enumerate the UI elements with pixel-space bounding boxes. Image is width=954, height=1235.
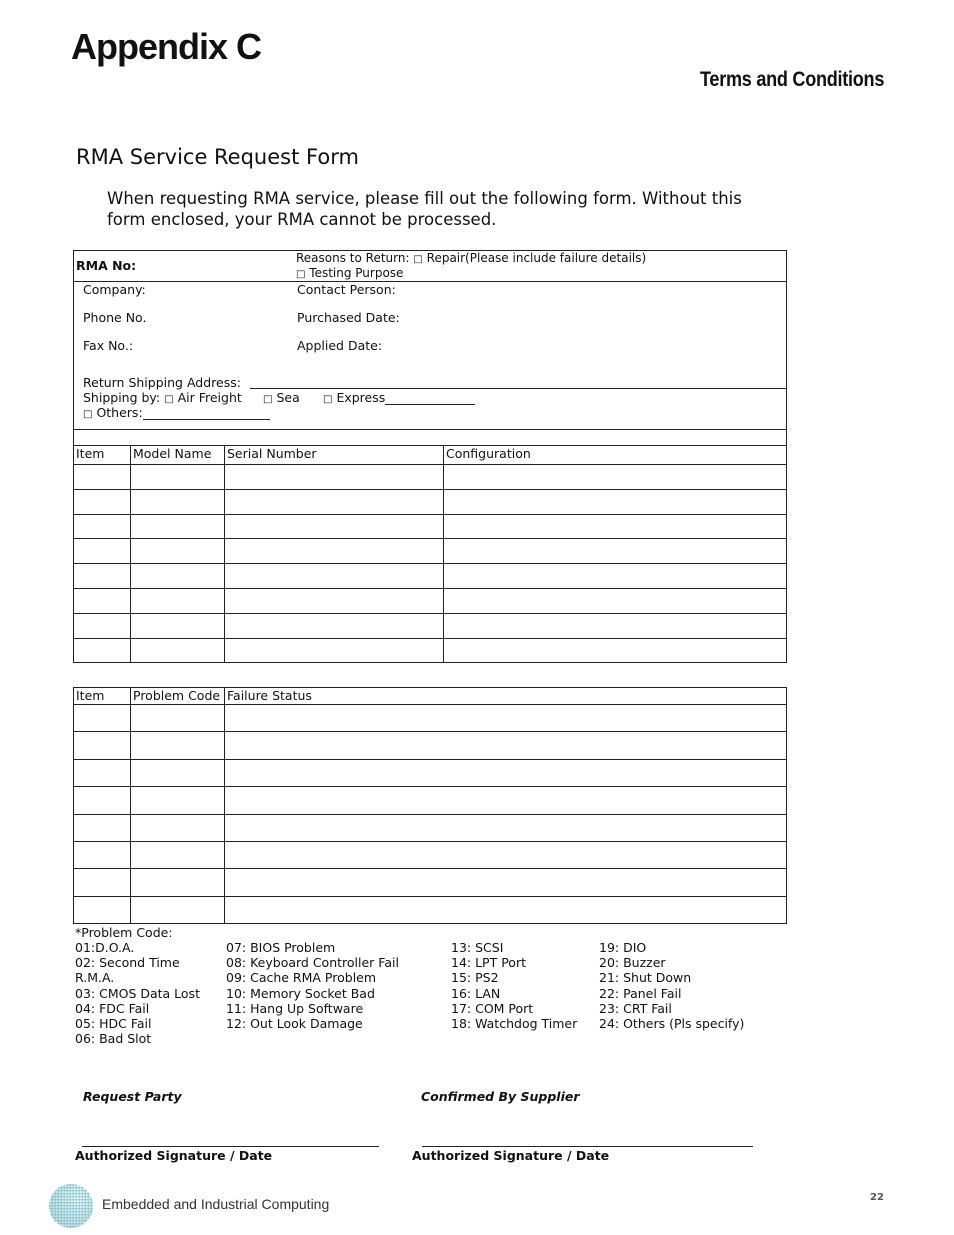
column-header: Configuration [444, 446, 787, 465]
table-cell[interactable] [444, 588, 787, 613]
page-number: 22 [870, 1192, 884, 1203]
table-cell[interactable] [444, 489, 787, 514]
column-header: Problem Code [131, 688, 225, 705]
table-cell[interactable] [131, 705, 225, 732]
table-cell[interactable] [444, 613, 787, 638]
column-header: Item [74, 688, 131, 705]
table-cell[interactable] [131, 514, 225, 539]
return-address-line[interactable] [250, 388, 787, 389]
table-cell[interactable] [225, 841, 787, 868]
table-cell[interactable] [131, 564, 225, 589]
form-title: RMA Service Request Form [76, 145, 359, 169]
table-row [74, 814, 787, 841]
table-cell[interactable] [131, 869, 225, 896]
shipping-by-label: Shipping by: [83, 390, 161, 405]
problems-table [73, 687, 787, 924]
applied-date-label: Applied Date: [297, 338, 383, 353]
table-cell[interactable] [74, 869, 131, 896]
table-cell[interactable] [225, 787, 787, 814]
table-cell[interactable] [74, 514, 131, 539]
appendix-title: Appendix C [71, 26, 262, 67]
problem-code-column: 19: DIO 20: Buzzer 21: Shut Down 22: Panel Fail 23: CRT Fail 24: Others (Pls specify) [599, 940, 745, 1032]
phone-label: Phone No. [83, 310, 147, 325]
checkbox-icon[interactable]: □ [413, 254, 423, 265]
table-header-row [74, 446, 787, 465]
column-header: Model Name [131, 446, 225, 465]
table-cell[interactable] [444, 514, 787, 539]
divider [73, 281, 787, 282]
ship-express-option [323, 390, 475, 405]
column-header: Serial Number [225, 446, 444, 465]
table-cell[interactable] [131, 539, 225, 564]
table-cell[interactable] [74, 465, 131, 490]
table-row [74, 465, 787, 490]
table-cell[interactable] [444, 564, 787, 589]
contact-person-label: Contact Person: [297, 282, 396, 297]
table-cell[interactable] [131, 613, 225, 638]
table-cell[interactable] [444, 539, 787, 564]
table-cell[interactable] [131, 841, 225, 868]
table-header-row [74, 688, 787, 705]
purchased-date-label: Purchased Date: [297, 310, 400, 325]
table-cell[interactable] [131, 732, 225, 759]
table-row [74, 869, 787, 896]
table-cell[interactable] [74, 787, 131, 814]
company-logo-icon [48, 1183, 94, 1229]
checkbox-icon[interactable]: □ [296, 269, 306, 280]
authorized-signature-right: Authorized Signature / Date [412, 1148, 610, 1163]
column-header: Item [74, 446, 131, 465]
table-row [74, 705, 787, 732]
checkbox-icon[interactable]: □ [83, 409, 93, 420]
table-cell[interactable] [131, 787, 225, 814]
table-cell[interactable] [131, 489, 225, 514]
table-cell[interactable] [131, 588, 225, 613]
return-address-label: Return Shipping Address: [83, 375, 241, 390]
table-cell[interactable] [131, 814, 225, 841]
table-cell[interactable] [131, 465, 225, 490]
reason-repair: Repair(Please include failure details) [426, 251, 647, 265]
table-cell[interactable] [225, 489, 444, 514]
table-cell[interactable] [131, 638, 225, 663]
problem-code-column: 07: BIOS Problem 08: Keyboard Controller Fail 09: Cache RMA Problem 10: Memory Socket Bad 11: Hang Up Software 12: Out Look Damage [226, 940, 399, 1032]
reason-testing: Testing Purpose [309, 266, 404, 280]
signature-line-right[interactable] [422, 1146, 753, 1147]
reason-testing-row [296, 266, 403, 280]
table-row [74, 732, 787, 759]
divider [73, 429, 787, 430]
items-table [73, 445, 787, 663]
section-title: Terms and Conditions [699, 68, 884, 91]
table-row [74, 489, 787, 514]
request-party-label: Request Party [83, 1089, 182, 1104]
table-cell[interactable] [74, 638, 131, 663]
table-cell[interactable] [74, 896, 131, 923]
table-cell[interactable] [131, 759, 225, 786]
table-cell[interactable] [74, 564, 131, 589]
authorized-signature-left: Authorized Signature / Date [75, 1148, 273, 1163]
table-row [74, 638, 787, 663]
reasons-label [296, 251, 646, 265]
checkbox-icon[interactable]: □ [323, 394, 333, 405]
problem-code-column: 13: SCSI 14: LPT Port 15: PS2 16: LAN 17: COM Port 18: Watchdog Timer [451, 940, 578, 1032]
table-cell[interactable] [225, 869, 787, 896]
table-cell[interactable] [225, 814, 787, 841]
table-cell[interactable] [225, 465, 444, 490]
table-row [74, 588, 787, 613]
table-cell[interactable] [225, 539, 444, 564]
table-cell[interactable] [131, 896, 225, 923]
express-line[interactable] [385, 392, 475, 405]
table-cell[interactable] [225, 613, 444, 638]
problem-code-title: *Problem Code: [75, 925, 173, 940]
ship-air-label: Air Freight [177, 390, 242, 405]
company-tagline: Embedded and Industrial Computing [102, 1196, 330, 1212]
fax-label: Fax No.: [83, 338, 134, 353]
checkbox-icon[interactable]: □ [263, 394, 273, 405]
table-cell[interactable] [74, 814, 131, 841]
ship-sea-label: Sea [276, 390, 300, 405]
table-cell[interactable] [74, 759, 131, 786]
table-cell[interactable] [74, 732, 131, 759]
table-row [74, 613, 787, 638]
others-line[interactable] [143, 407, 270, 420]
checkbox-icon[interactable]: □ [164, 394, 174, 405]
problem-code-column: 01:D.O.A. 02: Second Time R.M.A. 03: CMOS Data Lost 04: FDC Fail 05: HDC Fail 06: Bad Slot [75, 940, 200, 1047]
table-cell[interactable] [225, 588, 444, 613]
column-header: Failure Status [225, 688, 787, 705]
table-cell[interactable] [225, 759, 787, 786]
table-cell[interactable] [225, 638, 444, 663]
table-row [74, 564, 787, 589]
table-row [74, 787, 787, 814]
reasons-text: Reasons to Return: [296, 251, 410, 265]
table-cell[interactable] [225, 705, 787, 732]
table-row [74, 514, 787, 539]
table-cell[interactable] [74, 705, 131, 732]
rma-no-label: RMA No: [76, 258, 137, 273]
table-cell[interactable] [74, 539, 131, 564]
table-cell[interactable] [74, 613, 131, 638]
table-cell[interactable] [225, 896, 787, 923]
ship-sea-option [263, 390, 300, 405]
table-cell[interactable] [225, 564, 444, 589]
ship-others-option [83, 405, 270, 420]
table-cell[interactable] [225, 514, 444, 539]
signature-line-left[interactable] [82, 1146, 379, 1147]
ship-express-label: Express [336, 390, 386, 405]
ship-others-label: Others: [96, 405, 143, 420]
table-row [74, 539, 787, 564]
table-row [74, 759, 787, 786]
table-cell[interactable] [444, 638, 787, 663]
shipping-row [83, 390, 242, 405]
table-cell[interactable] [225, 732, 787, 759]
confirmed-by-label: Confirmed By Supplier [421, 1089, 580, 1104]
table-cell[interactable] [74, 588, 131, 613]
form-intro: When requesting RMA service, please fill out the following form. Without this form enclosed, your RMA cannot be processed. [107, 189, 742, 229]
table-cell[interactable] [444, 465, 787, 490]
table-cell[interactable] [74, 841, 131, 868]
table-row [74, 841, 787, 868]
table-row [74, 896, 787, 923]
table-cell[interactable] [74, 489, 131, 514]
company-label: Company: [83, 282, 146, 297]
